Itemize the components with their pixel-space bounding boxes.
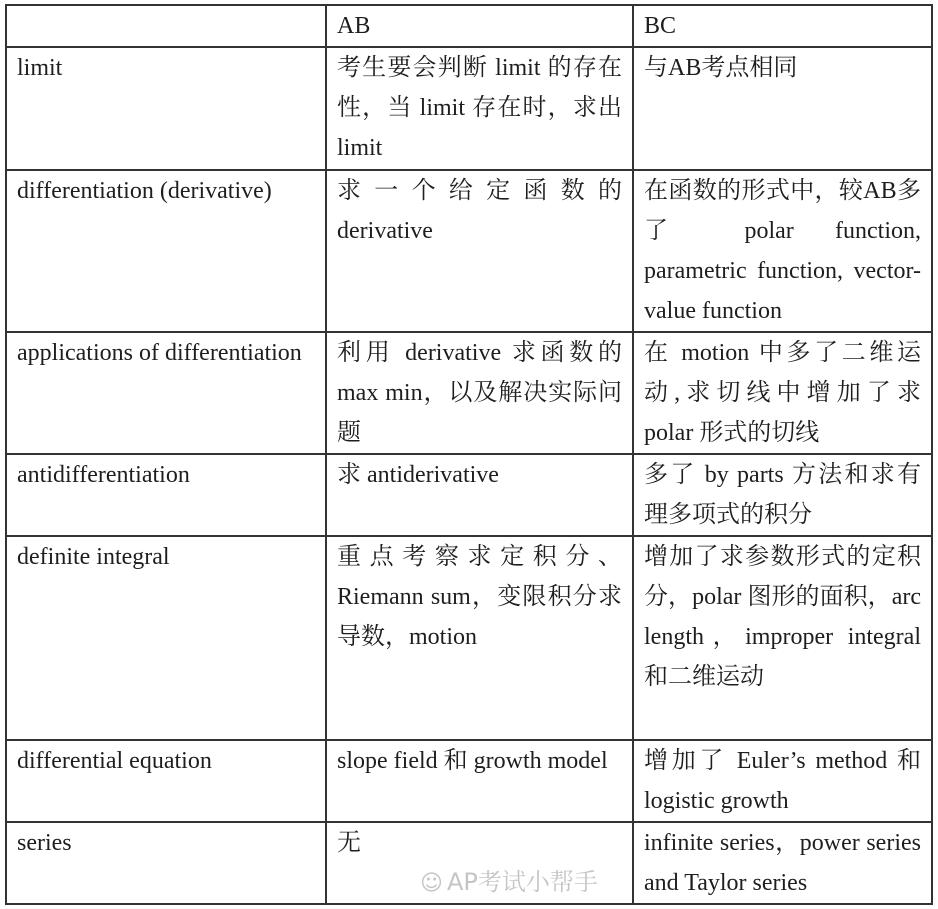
ab-cell: 求 antiderivative xyxy=(326,454,633,536)
bc-cell: 多了 by parts 方法和求有理多项式的积分 xyxy=(633,454,932,536)
wechat-icon: ☺ xyxy=(420,871,443,896)
table-row xyxy=(6,332,932,454)
bc-cell: 增加了 Euler’s method 和 logistic growth xyxy=(633,740,932,822)
topic-cell: definite integral xyxy=(6,536,326,740)
bc-cell: 与AB考点相同 xyxy=(633,47,932,170)
bc-cell: 在 motion 中多了二维运动,求切线中增加了求 polar 形式的切线 xyxy=(633,332,932,454)
table-row xyxy=(6,170,932,332)
header-row xyxy=(6,5,932,47)
table-row xyxy=(6,47,932,170)
header-topic xyxy=(6,5,326,47)
bc-cell: 在函数的形式中，较AB多了 polar function, parametric function, vector-value function xyxy=(633,170,932,332)
topic-cell: applications of differentiation xyxy=(6,332,326,454)
table-row xyxy=(6,454,932,536)
table-row xyxy=(6,740,932,822)
watermark-text: AP考试小帮手 xyxy=(446,868,598,896)
bc-cell: 增加了求参数形式的定积分，polar 图形的面积，arc length，improper integral 和二维运动 xyxy=(633,536,932,740)
ab-cell: 考生要会判断 limit 的存在性，当 limit 存在时，求出 limit xyxy=(326,47,633,170)
ab-cell: 重点考察求定积分、Riemann sum，变限积分求导数，motion xyxy=(326,536,633,740)
header-bc: BC xyxy=(633,5,932,47)
bc-cell: infinite series，power series and Taylor series xyxy=(633,822,932,904)
watermark xyxy=(420,862,598,897)
topic-cell: antidifferentiation xyxy=(6,454,326,536)
ab-cell: 利用 derivative 求函数的 max min，以及解决实际问题 xyxy=(326,332,633,454)
header-ab: AB xyxy=(326,5,633,47)
table-row xyxy=(6,536,932,740)
topic-cell: limit xyxy=(6,47,326,170)
topic-cell: differential equation xyxy=(6,740,326,822)
topic-cell: differentiation (derivative) xyxy=(6,170,326,332)
topic-cell: series xyxy=(6,822,326,904)
ap-calculus-comparison-table xyxy=(5,4,933,905)
ab-cell: slope field 和 growth model xyxy=(326,740,633,822)
ab-cell: 求一个给定函数的 derivative xyxy=(326,170,633,332)
ab-cell: 无 xyxy=(326,822,633,904)
